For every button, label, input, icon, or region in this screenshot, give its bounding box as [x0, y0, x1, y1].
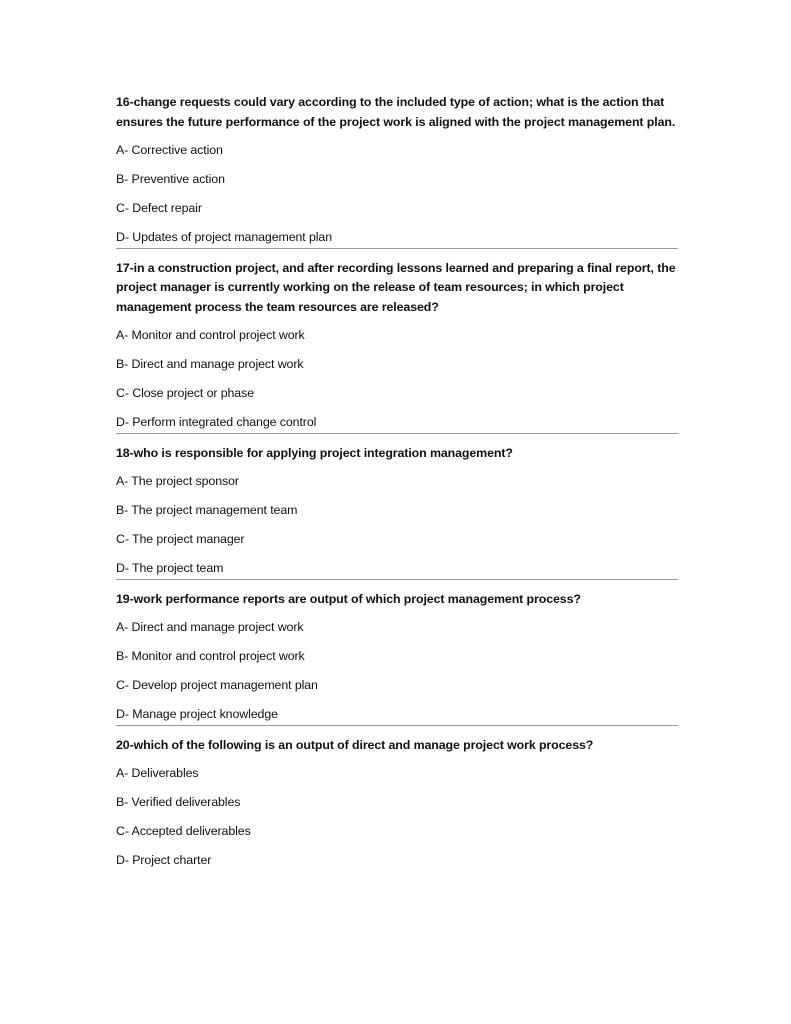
option-c: C- Defect repair [116, 201, 202, 215]
option-b: B- Preventive action [116, 172, 225, 186]
question-text: 20-which of the following is an output of direct and manage project work process? [116, 737, 594, 752]
option-b: B- Verified deliverables [116, 795, 241, 809]
option-b: B- Monitor and control project work [116, 649, 305, 663]
option-b: B- The project management team [116, 503, 298, 517]
option-d: D- Manage project knowledge [116, 707, 278, 721]
question-17 [116, 259, 678, 434]
question-18 [116, 444, 678, 580]
option-a: A- Direct and manage project work [116, 620, 304, 634]
option-d: D- The project team [116, 561, 224, 575]
option-a: A- Deliverables [116, 766, 199, 780]
option-a: A- Monitor and control project work [116, 328, 305, 342]
question-19 [116, 590, 678, 726]
option-a: A- Corrective action [116, 143, 223, 157]
option-c: C- Accepted deliverables [116, 824, 251, 838]
option-c: C- Close project or phase [116, 386, 254, 400]
question-20 [116, 736, 678, 871]
option-d: D- Updates of project management plan [116, 230, 333, 244]
option-d: D- Perform integrated change control [116, 415, 317, 429]
document-page [116, 93, 678, 881]
option-c: C- The project manager [116, 532, 245, 546]
question-text: 16-change requests could vary according to the included type of action; what is the action that ensures the future performance of the project work is aligned with the project management plan. [116, 95, 676, 129]
option-d: D- Project charter [116, 853, 212, 867]
option-b: B- Direct and manage project work [116, 357, 304, 371]
question-text: 19-work performance reports are output of which project management process? [116, 591, 581, 606]
question-text: 17-in a construction project, and after recording lessons learned and preparing a final report, the project manager is currently working on the release of team resources; in which project management process the team resources are released? [116, 260, 676, 314]
option-a: A- The project sponsor [116, 474, 239, 488]
question-text: 18-who is responsible for applying project integration management? [116, 445, 513, 460]
option-c: C- Develop project management plan [116, 678, 318, 692]
question-16 [116, 93, 678, 249]
